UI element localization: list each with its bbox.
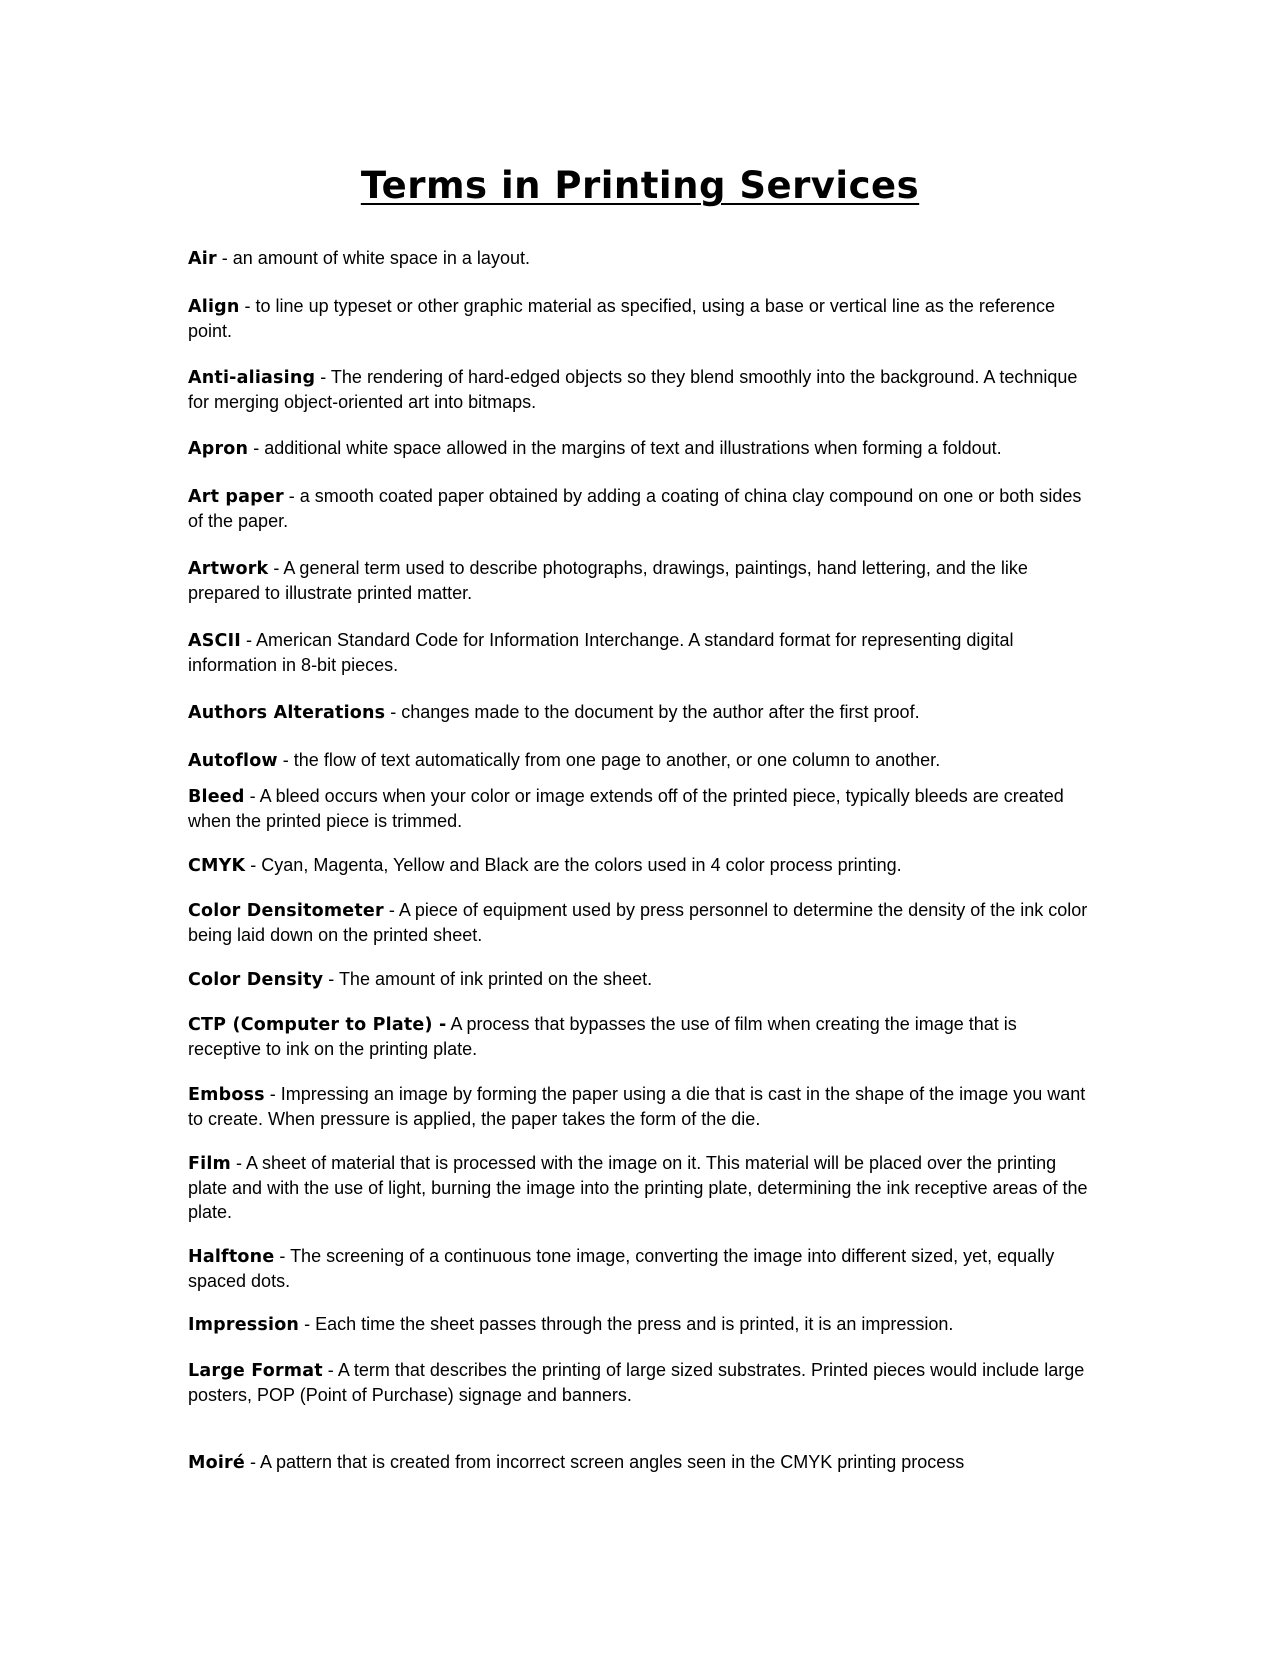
glossary-entry-color-densitometer: Color Densitometer - A piece of equipment used by press personnel to determine the density of the ink color being laid down on the printed sheet. [188, 900, 1088, 945]
glossary-term: Color Densitometer [188, 901, 384, 921]
glossary-term: Emboss [188, 1085, 265, 1105]
glossary-entry-film: Film - A sheet of material that is processed with the image on it. This material will be placed over the printing plate and with the use of light, burning the image into the printing plate, determining the ink receptive areas of the plate. [188, 1153, 1088, 1222]
glossary-term: Moiré [188, 1453, 245, 1473]
glossary-definition: to line up typeset or other graphic material as specified, using a base or vertical line as the reference point. [188, 296, 1055, 341]
glossary-entry-color-density: Color Density - The amount of ink printed on the sheet. [188, 969, 653, 990]
glossary-term: Air [188, 249, 217, 269]
glossary-entry-emboss: Emboss - Impressing an image by forming the paper using a die that is cast in the shape of the image you want to create. When pressure is applied, the paper takes the form of the die. [188, 1084, 1086, 1129]
glossary-term: ASCII [188, 631, 242, 651]
glossary-definition: Impressing an image by forming the paper using a die that is cast in the shape of the image you want to create. When pressure is applied, the paper takes the form of the die. [188, 1084, 1086, 1129]
glossary-term: Bleed [188, 787, 245, 807]
glossary-entry-halftone: Halftone - The screening of a continuous tone image, converting the image into different sized, yet, equally spaced dots. [188, 1246, 1055, 1291]
glossary-entry-artwork: Artwork - A general term used to describe photographs, drawings, paintings, hand lettering, and the like prepared to illustrate printed matter. [188, 558, 1028, 603]
page-title [0, 162, 1280, 210]
glossary-definition: the flow of text automatically from one page to another, or one column to another. [293, 750, 941, 770]
glossary-entry-autoflow: Autoflow - the flow of text automatically from one page to another, or one column to another. [188, 750, 941, 771]
glossary-term: Film [188, 1154, 231, 1174]
glossary-term: Artwork [188, 559, 269, 579]
glossary-term: Authors Alterations [188, 703, 386, 723]
glossary-term: CTP (Computer to Plate) - [188, 1015, 447, 1035]
glossary-entry-apron: Apron - additional white space allowed in the margins of text and illustrations when forming a foldout. [188, 438, 1002, 459]
glossary-term: Art paper [188, 487, 284, 507]
glossary-entry-art-paper: Art paper - a smooth coated paper obtained by adding a coating of china clay compound on one or both sides of the paper. [188, 486, 1082, 531]
glossary-definition: a smooth coated paper obtained by adding a coating of china clay compound on one or both sides of the paper. [188, 486, 1082, 531]
glossary-definition: changes made to the document by the author after the first proof. [401, 702, 920, 722]
glossary-term: Autoflow [188, 751, 278, 771]
glossary-entry-air: Air - an amount of white space in a layout. [188, 248, 530, 269]
glossary-term: Apron [188, 439, 249, 459]
glossary-term: Color Density [188, 970, 324, 990]
glossary-term: Halftone [188, 1247, 275, 1267]
glossary-definition: additional white space allowed in the margins of text and illustrations when forming a foldout. [264, 438, 1002, 458]
glossary-entry-ctp [188, 1012, 1088, 1061]
glossary-definition: A pattern that is created from incorrect screen angles seen in the CMYK printing process [259, 1452, 965, 1472]
glossary-definition: an amount of white space in a layout. [232, 248, 530, 268]
glossary-entry-moire: Moiré - A pattern that is created from incorrect screen angles seen in the CMYK printing process [188, 1452, 965, 1473]
glossary-definition: The screening of a continuous tone image, converting the image into different sized, yet, equally spaced dots. [188, 1246, 1055, 1291]
glossary-definition: A process that bypasses the use of film when creating the image that is receptive to ink on the printing plate. [188, 1014, 1017, 1059]
glossary-term: Align [188, 297, 240, 317]
glossary-term: Impression [188, 1315, 300, 1335]
glossary-definition: The rendering of hard-edged objects so they blend smoothly into the background. A technique for merging object-oriented art into bitmaps. [188, 367, 1078, 412]
glossary-entry-align: Align - to line up typeset or other graphic material as specified, using a base or vertical line as the reference point. [188, 296, 1055, 341]
glossary-definition: A piece of equipment used by press personnel to determine the density of the ink color being laid down on the printed sheet. [188, 900, 1088, 945]
glossary-entry-anti-aliasing: Anti-aliasing - The rendering of hard-edged objects so they blend smoothly into the background. A technique for merging object-oriented art into bitmaps. [188, 367, 1078, 412]
glossary-term: Large Format [188, 1361, 323, 1381]
glossary-definition: The amount of ink printed on the sheet. [338, 969, 653, 989]
glossary-term: Anti-aliasing [188, 368, 316, 388]
glossary-definition: American Standard Code for Information Interchange. A standard format for representing digital information in 8-bit pieces. [188, 630, 1014, 675]
glossary-entry-cmyk: CMYK - Cyan, Magenta, Yellow and Black are the colors used in 4 color process printing. [188, 855, 902, 876]
glossary-definition: A general term used to describe photographs, drawings, paintings, hand lettering, and the like prepared to illustrate printed matter. [188, 558, 1028, 603]
glossary-definition: Each time the sheet passes through the press and is printed, it is an impression. [315, 1314, 954, 1334]
glossary-definition: Cyan, Magenta, Yellow and Black are the colors used in 4 color process printing. [261, 855, 902, 875]
glossary-definition: A bleed occurs when your color or image extends off of the printed piece, typically bleeds are created when the printed piece is trimmed. [188, 786, 1064, 831]
glossary-definition: A term that describes the printing of large sized substrates. Printed pieces would include large posters, POP (Point of Purchase) signage and banners. [188, 1360, 1085, 1405]
page-title-text: Terms in Printing Services [360, 164, 920, 207]
glossary-entry-bleed: Bleed - A bleed occurs when your color or image extends off of the printed piece, typically bleeds are created when the printed piece is trimmed. [188, 786, 1064, 831]
glossary-entry-ascii: ASCII - American Standard Code for Information Interchange. A standard format for representing digital information in 8-bit pieces. [188, 630, 1014, 675]
glossary-term: CMYK [188, 856, 246, 876]
glossary-entry-large-format: Large Format - A term that describes the printing of large sized substrates. Printed pieces would include large posters, POP (Point of Purchase) signage and banners. [188, 1360, 1085, 1405]
glossary-entry-impression: Impression - Each time the sheet passes through the press and is printed, it is an impression. [188, 1314, 954, 1335]
glossary-definition: A sheet of material that is processed with the image on it. This material will be placed over the printing plate and with the use of light, burning the image into the printing plate, determining the ink receptive areas of the plate. [188, 1153, 1088, 1222]
glossary-entry-authors-alterations: Authors Alterations - changes made to the document by the author after the first proof. [188, 702, 920, 723]
